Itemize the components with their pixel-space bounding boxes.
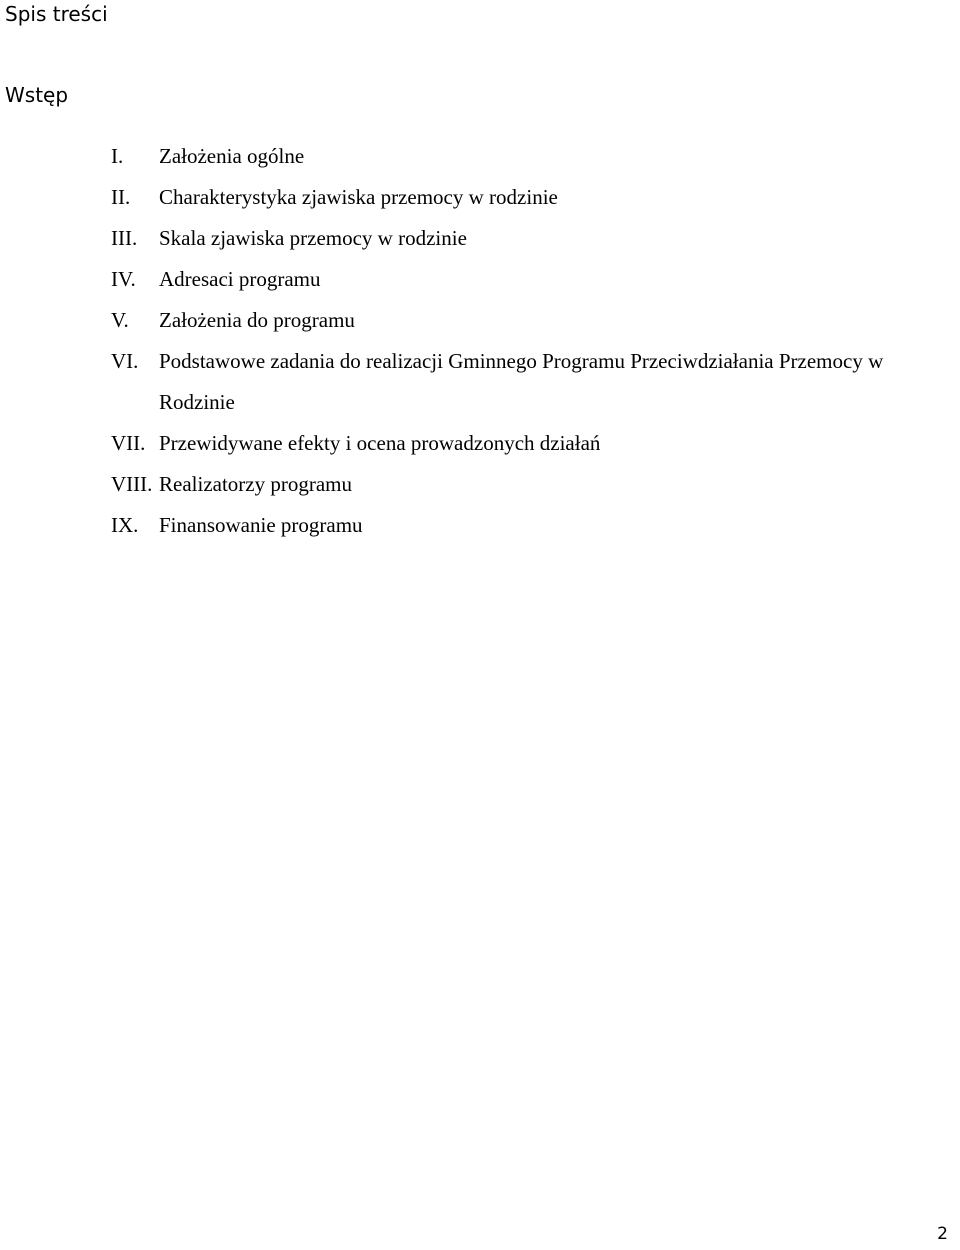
toc-entry-title: Podstawowe zadania do realizacji Gminnego Programu Przeciwdziałania Przemocy w Rodzinie xyxy=(159,349,884,414)
toc-entry-number: III. xyxy=(111,226,138,250)
toc-entry xyxy=(0,300,960,341)
page-number: 2 xyxy=(937,1224,948,1244)
toc-entry-number: VII. xyxy=(111,431,146,455)
toc-entry-title: Skala zjawiska przemocy w rodzinie xyxy=(159,226,467,250)
toc-entry xyxy=(0,464,960,505)
toc-entry-title: Finansowanie programu xyxy=(159,513,363,537)
table-of-contents xyxy=(0,136,960,546)
toc-entry xyxy=(0,218,960,259)
toc-entry xyxy=(0,423,960,464)
toc-entry xyxy=(0,259,960,300)
toc-entry-number: II. xyxy=(111,185,131,209)
toc-entry-title: Założenia do programu xyxy=(159,308,355,332)
toc-entry xyxy=(0,505,960,546)
toc-entry xyxy=(0,136,960,177)
toc-entry-title: Adresaci programu xyxy=(159,267,321,291)
page-title: Spis treści xyxy=(5,2,108,26)
toc-entry-number: VI. xyxy=(111,349,139,373)
toc-entry-number: I. xyxy=(111,144,124,168)
toc-entry-title: Realizatorzy programu xyxy=(159,472,352,496)
toc-entry xyxy=(0,341,960,423)
toc-entry-number: VIII. xyxy=(111,472,153,496)
toc-entry-intro: Wstęp xyxy=(5,83,69,107)
toc-entry-title: Przewidywane efekty i ocena prowadzonych działań xyxy=(159,431,601,455)
toc-entry-number: IV. xyxy=(111,267,136,291)
toc-entry-number: V. xyxy=(111,308,129,332)
toc-entry-title: Charakterystyka zjawiska przemocy w rodzinie xyxy=(159,185,558,209)
toc-entry-number: IX. xyxy=(111,513,139,537)
toc-entry xyxy=(0,177,960,218)
toc-entry-title: Założenia ogólne xyxy=(159,144,305,168)
